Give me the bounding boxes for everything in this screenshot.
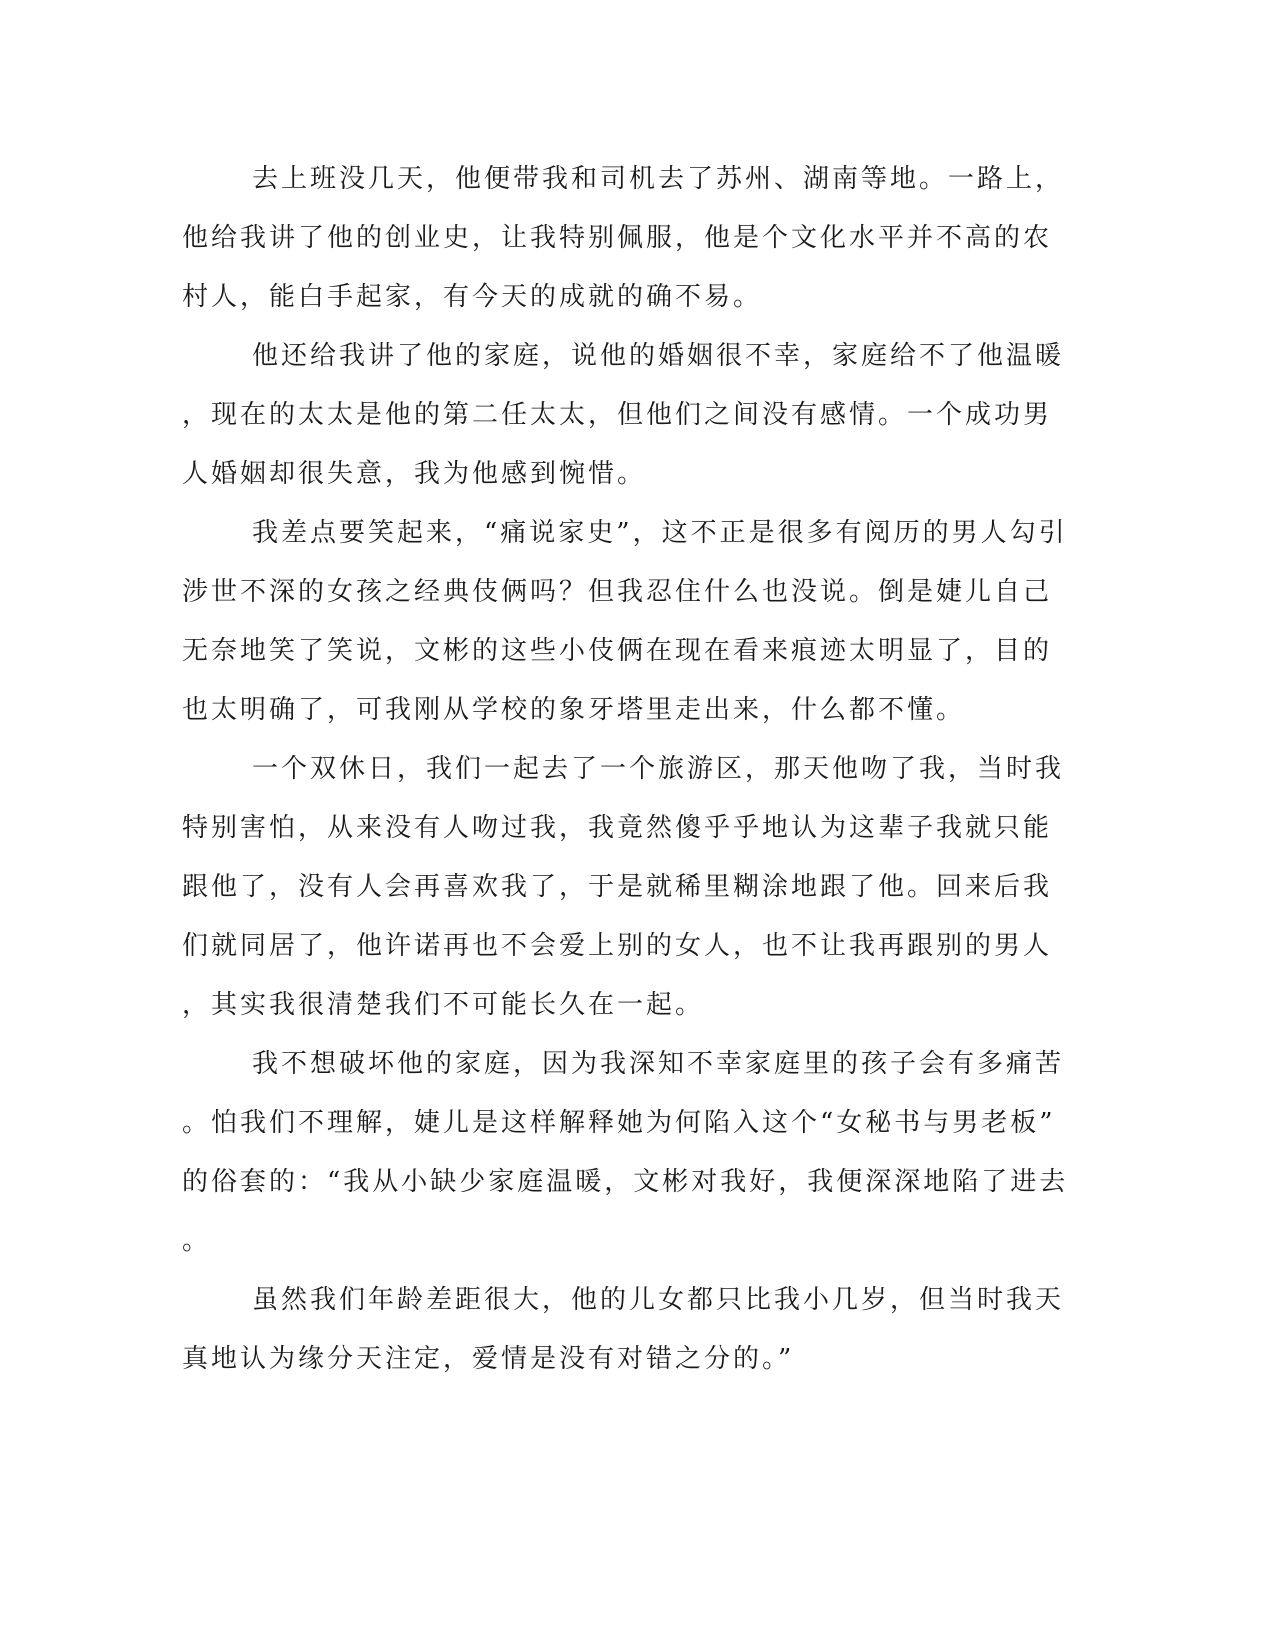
text-line: 们就同居了，他许诺再也不会爱上别的女人，也不让我再跟别的男人 (182, 931, 1053, 961)
text-line: 我不想破坏他的家庭，因为我深知不幸家庭里的孩子会有多痛苦 (252, 1049, 1065, 1079)
text-line: 涉世不深的女孩之经典伎俩吗？但我忍住什么也没说。倒是婕儿自己 (182, 577, 1053, 607)
paragraph-5 (182, 1035, 1069, 1271)
text-line: 一个双休日，我们一起去了一个旅游区，那天他吻了我，当时我 (252, 754, 1065, 784)
text-line: 。 (182, 1226, 212, 1256)
text-line: 真地认为缘分天注定，爱情是没有对错之分的。” (182, 1344, 795, 1374)
text-line: 他还给我讲了他的家庭，说他的婚姻很不幸，家庭给不了他温暖 (252, 341, 1065, 371)
text-line: 去上班没几天，他便带我和司机去了苏州、湖南等地。一路上， (252, 164, 1065, 194)
text-line: ，其实我很清楚我们不可能长久在一起。 (182, 990, 705, 1020)
text-line: 特别害怕，从来没有人吻过我，我竟然傻乎乎地认为这辈子我就只能 (182, 813, 1053, 843)
text-line: 无奈地笑了笑说，文彬的这些小伎俩在现在看来痕迹太明显了，目的 (182, 636, 1053, 666)
text-line: 我差点要笑起来，“痛说家史”，这不正是很多有阅历的男人勾引 (252, 518, 1068, 548)
text-line: 的俗套的：“我从小缺少家庭温暖，文彬对我好，我便深深地陷了进去 (182, 1167, 1069, 1197)
document-body (182, 150, 1069, 1389)
text-line: 人婚姻却很失意，我为他感到惋惜。 (182, 459, 647, 489)
text-line: 他给我讲了他的创业史，让我特别佩服，他是个文化水平并不高的农 (182, 223, 1053, 253)
text-line: 村人，能白手起家，有今天的成就的确不易。 (182, 282, 763, 312)
paragraph-2 (182, 327, 1065, 504)
text-line: 也太明确了，可我刚从学校的象牙塔里走出来，什么都不懂。 (182, 695, 966, 725)
text-line: 跟他了，没有人会再喜欢我了，于是就稀里糊涂地跟了他。回来后我 (182, 872, 1053, 902)
paragraph-4 (182, 740, 1065, 1035)
text-line: 虽然我们年龄差距很大，他的儿女都只比我小几岁，但当时我天 (252, 1285, 1065, 1315)
text-line: 。怕我们不理解，婕儿是这样解释她为何陷入这个“女秘书与男老板” (182, 1108, 1056, 1138)
paragraph-1 (182, 150, 1065, 327)
paragraph-3 (182, 504, 1068, 740)
text-line: ，现在的太太是他的第二任太太，但他们之间没有感情。一个成功男 (182, 400, 1053, 430)
paragraph-6 (182, 1271, 1065, 1389)
